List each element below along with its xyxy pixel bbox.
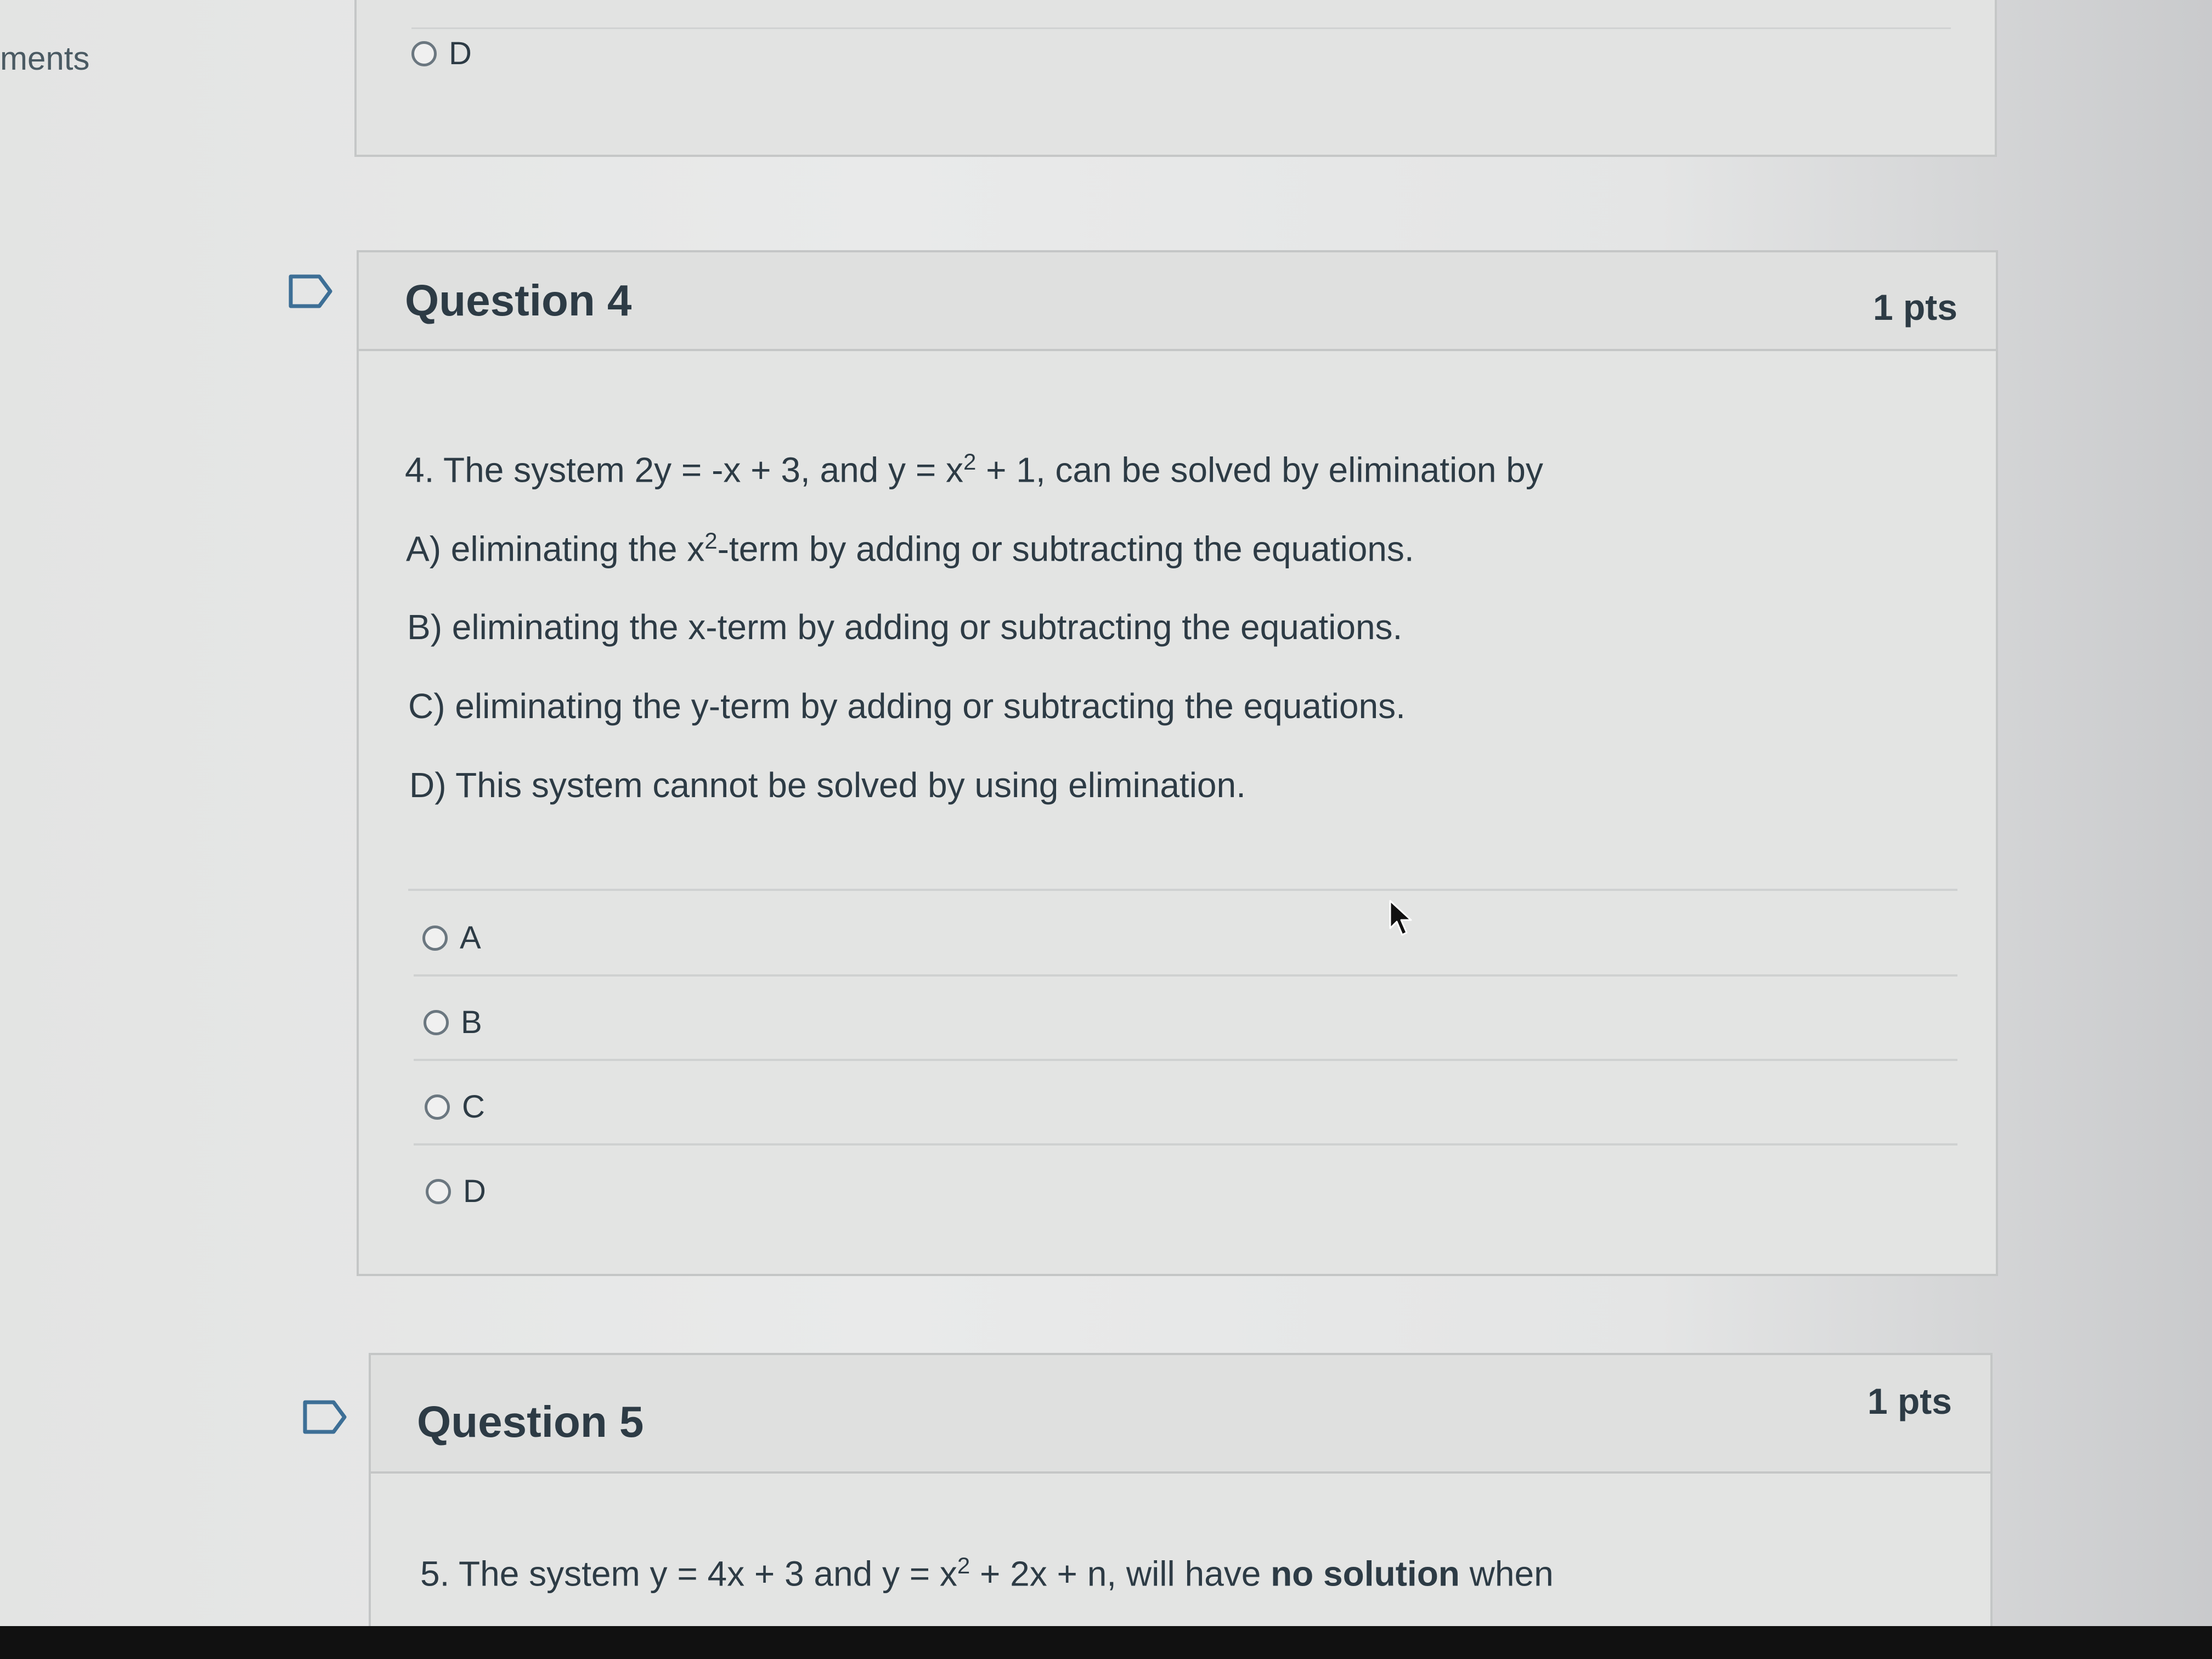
screen-bezel — [0, 1626, 2212, 1659]
answers-divider — [408, 889, 1957, 891]
question-4-card — [357, 250, 1998, 1276]
choice-c-text: C) eliminating the y-term by adding or subtracting the equations. — [408, 686, 1406, 726]
answer-divider — [414, 1059, 1957, 1061]
question-5-header — [371, 1355, 1990, 1474]
flag-question-icon[interactable] — [303, 1400, 348, 1434]
flag-question-icon[interactable] — [289, 274, 334, 308]
radio-button[interactable] — [424, 1010, 449, 1035]
answer-option-label: B — [461, 1005, 482, 1040]
choice-d-text: D) This system cannot be solved by using elimination. — [409, 765, 1246, 805]
choice-b-text: B) eliminating the x-term by adding or subtracting the equations. — [407, 607, 1403, 647]
answer-option-a[interactable] — [422, 919, 481, 956]
question-stem: 4. The system 2y = -x + 3, and $y = x^2 + 1$, can be solved by elimination by — [405, 449, 1543, 490]
answer-option-d[interactable] — [411, 35, 472, 72]
answer-option-label: D — [449, 36, 472, 71]
answer-divider — [411, 27, 1951, 29]
answer-option-c[interactable] — [425, 1088, 485, 1125]
question-title: Question 5 — [417, 1397, 644, 1446]
question-title: Question 4 — [405, 276, 632, 325]
choice-a-text: A) eliminating the $x^2$-term by adding or subtracting the equations. — [406, 528, 1414, 569]
radio-button[interactable] — [422, 926, 448, 951]
answer-divider — [414, 1143, 1957, 1146]
question-stem: 5. The system y = 4x + 3 and $y = x^2 + 2x + n$, will have no solution when — [420, 1553, 1554, 1594]
radio-button[interactable] — [425, 1094, 450, 1120]
answer-option-label: D — [463, 1173, 486, 1209]
question-4-header — [359, 252, 1996, 351]
answer-divider — [414, 974, 1957, 977]
question-points: 1 pts — [1867, 1381, 1952, 1421]
answer-option-d[interactable] — [426, 1173, 486, 1210]
answer-option-label: A — [460, 920, 481, 956]
question-5-card — [369, 1353, 1993, 1659]
sidebar-partial-label[interactable]: ments — [0, 40, 90, 77]
answer-option-b[interactable] — [424, 1004, 482, 1041]
previous-question-box — [354, 0, 1997, 157]
radio-button[interactable] — [411, 41, 437, 66]
answer-option-label: C — [462, 1089, 485, 1125]
radio-button[interactable] — [426, 1179, 451, 1204]
question-points: 1 pts — [1872, 287, 1957, 328]
mouse-cursor-icon — [1388, 900, 1415, 938]
